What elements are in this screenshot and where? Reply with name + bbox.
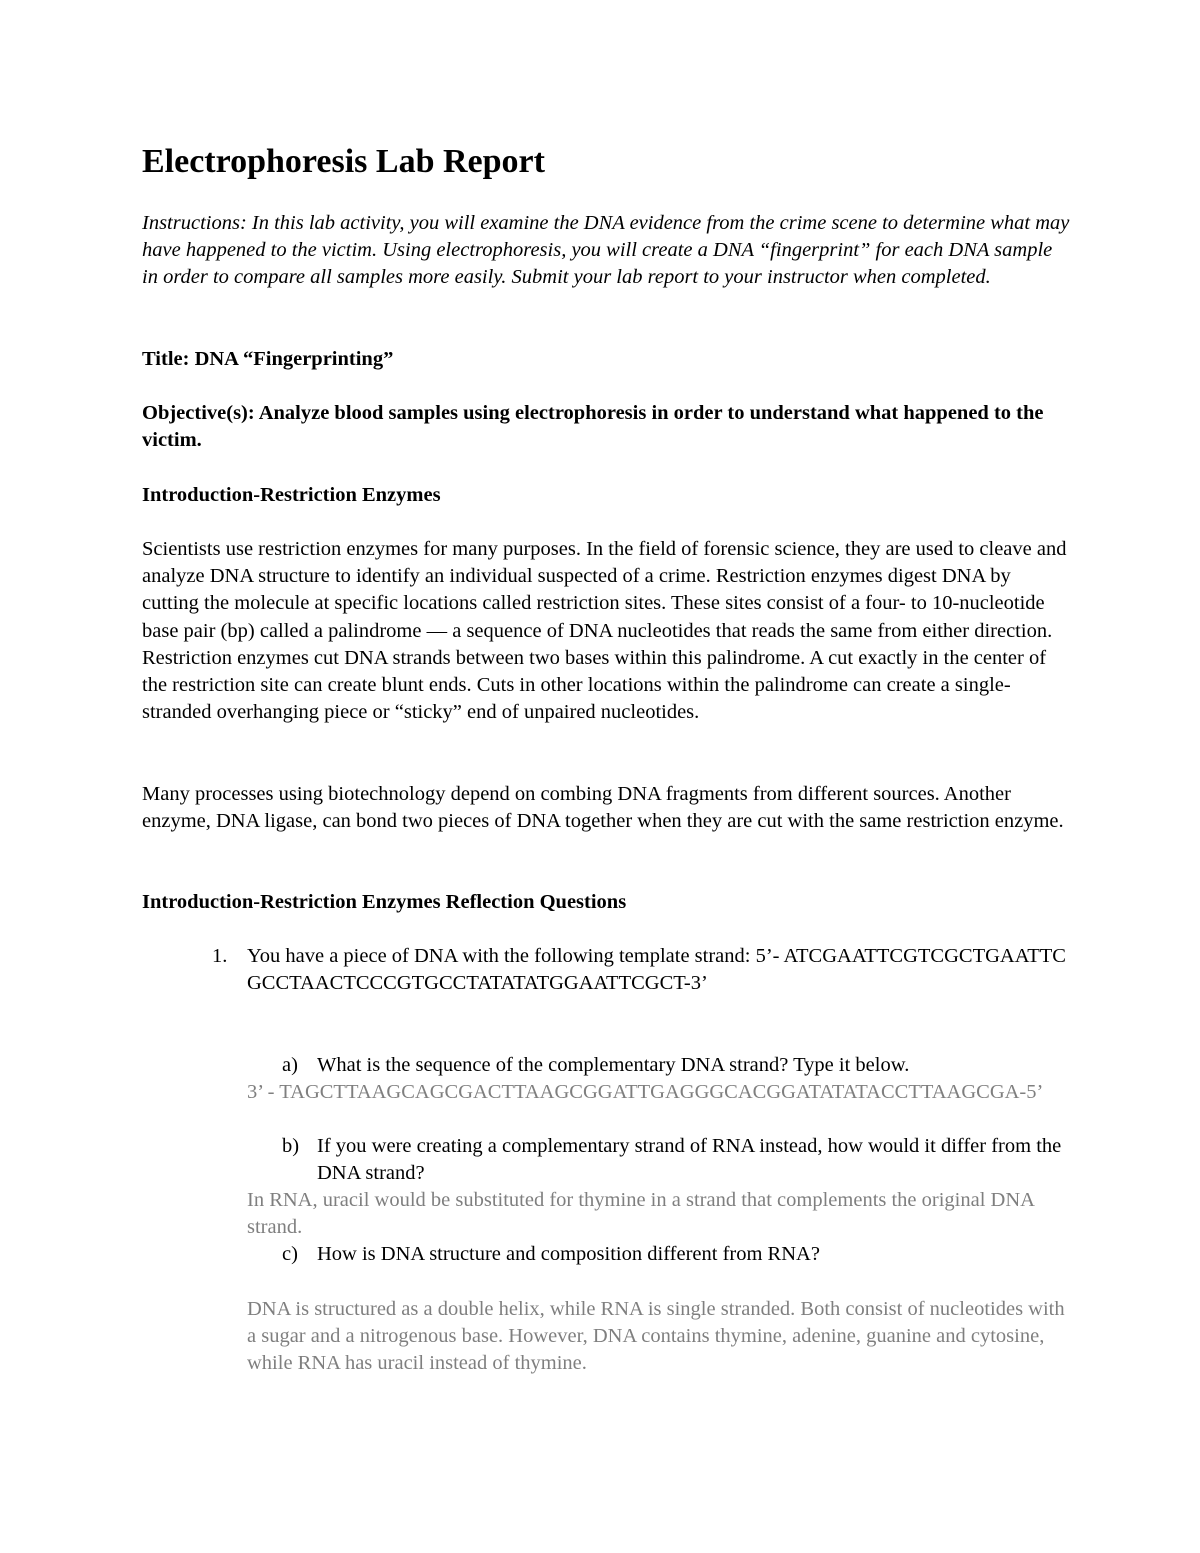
question-1b-answer: In RNA, uracil would be substituted for thymine in a strand that complements the original DNA strand. xyxy=(247,1189,1034,1239)
question-1a-answer: 3’ - TAGCTTAAGCAGCGACTTAAGCGGATTGAGGGCACGGATATATACCTTAAGCGA-5’ xyxy=(247,1081,1044,1103)
lab-title: Title: DNA “Fingerprinting” xyxy=(142,348,394,370)
question-1-number: 1. xyxy=(212,945,228,967)
intro-paragraph-2: Many processes using biotechnology depend on combing DNA fragments from different sources. Another enzyme, DNA ligase, can bond two pieces of DNA together when they are cut with the same restriction enzyme. xyxy=(142,783,1064,833)
question-1a-label: a) xyxy=(282,1054,298,1076)
question-1a-text: What is the sequence of the complementary DNA strand? Type it below. xyxy=(317,1054,910,1076)
question-1-text: You have a piece of DNA with the following template strand: 5’- ATCGAATTCGTCGCTGAATTCGCCTAACTCCCGTGCCTATATATGGAATTCGCT-3’ xyxy=(247,945,1066,995)
instructions-paragraph: Instructions: In this lab activity, you will examine the DNA evidence from the crime scene to determine what may have happened to the victim. Using electrophoresis, you will create a DNA “fingerprint” for each DNA sample in order to compare all samples more easily. Submit your lab report to your instructor when completed. xyxy=(142,212,1070,289)
reflection-heading: Introduction-Restriction Enzymes Reflection Questions xyxy=(142,891,627,913)
question-1b-text: If you were creating a complementary strand of RNA instead, how would it differ from the DNA strand? xyxy=(317,1135,1062,1185)
question-1c-text: How is DNA structure and composition different from RNA? xyxy=(317,1243,820,1265)
question-1b-label: b) xyxy=(282,1135,300,1157)
document-title: Electrophoresis Lab Report xyxy=(142,143,545,180)
intro-heading: Introduction-Restriction Enzymes xyxy=(142,484,441,506)
question-1c-answer: DNA is structured as a double helix, while RNA is single stranded. Both consist of nucleotides with a sugar and a nitrogenous base. However, DNA contains thymine, adenine, guanine and cytosine, while RNA has uracil instead of thymine. xyxy=(247,1298,1065,1375)
objective-paragraph: Objective(s): Analyze blood samples using electrophoresis in order to understand what happened to the victim. xyxy=(142,402,1044,452)
intro-paragraph-1: Scientists use restriction enzymes for many purposes. In the field of forensic science, they are used to cleave and analyze DNA structure to identify an individual suspected of a crime. Restriction enzymes digest DNA by cutting the molecule at specific locations called restriction sites. These sites consist of a four- to 10-nucleotide base pair (bp) called a palindrome — a sequence of DNA nucleotides that reads the same from either direction. Restriction enzymes cut DNA strands between two bases within this palindrome. A cut exactly in the center of the restriction site can create blunt ends. Cuts in other locations within the palindrome can create a single-stranded overhanging piece or “sticky” end of unpaired nucleotides. xyxy=(142,538,1067,724)
question-1c-label: c) xyxy=(282,1243,298,1265)
